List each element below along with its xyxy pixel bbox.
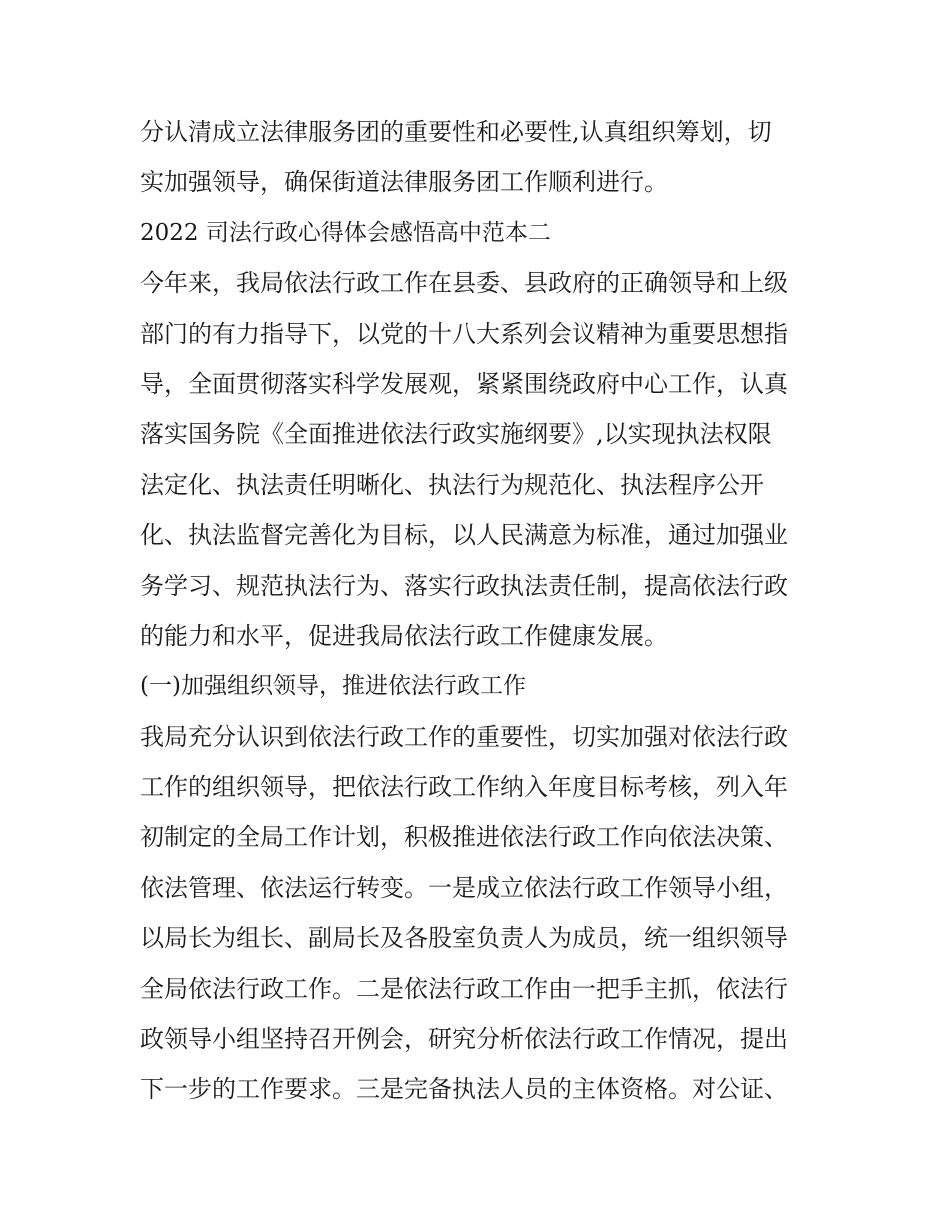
- body-line-1: 分认清成立法律服务团的重要性和必要性,认真组织筹划，切: [140, 118, 772, 146]
- body-line-18: 全局依法行政工作。二是依法行政工作由一把手主抓，依法行: [140, 974, 788, 1003]
- body-line-20: 下一步的工作要求。三是完备执法人员的主体资格。对公证、: [140, 1075, 788, 1104]
- body-line-2: 实加强领导，确保街道法律服务团工作顺利进行。: [140, 168, 668, 197]
- section-title: 2022 司法行政心得体会感悟高中范本二: [140, 219, 551, 246]
- body-line-7: 落实国务院《全面推进依法行政实施纲要》,以实现执法权限: [140, 420, 772, 449]
- body-line-13: 我局充分认识到依法行政工作的重要性，切实加强对依法行政: [140, 722, 788, 751]
- body-line-11: 的能力和水平，促进我局依法行政工作健康发展。: [140, 621, 668, 650]
- body-line-5: 部门的有力指导下，以党的十八大系列会议精神为重要思想指: [140, 319, 788, 348]
- body-line-9: 化、执法监督完善化为目标，以人民满意为标准，通过加强业: [140, 521, 788, 550]
- body-line-15: 初制定的全局工作计划，积极推进依法行政工作向依法决策、: [140, 823, 788, 852]
- body-line-10: 务学习、规范执法行为、落实行政执法责任制，提高依法行政: [140, 571, 788, 600]
- document-body: [140, 107, 820, 1115]
- body-line-19: 政领导小组坚持召开例会，研究分析依法行政工作情况，提出: [140, 1025, 788, 1054]
- body-line-4: 今年来，我局依法行政工作在县委、县政府的正确领导和上级: [140, 269, 788, 298]
- body-line-16: 依法管理、依法运行转变。一是成立依法行政工作领导小组，: [140, 873, 788, 902]
- body-line-17: 以局长为组长、副局长及各股室负责人为成员，统一组织领导: [140, 924, 788, 953]
- subsection-heading: (一)加强组织领导，推进依法行政工作: [140, 673, 526, 700]
- body-line-6: 导，全面贯彻落实科学发展观，紧紧围绕政府中心工作，认真: [140, 369, 788, 398]
- body-line-8: 法定化、执法责任明晰化、执法行为规范化、执法程序公开: [140, 470, 764, 499]
- body-line-14: 工作的组织领导，把依法行政工作纳入年度目标考核，列入年: [140, 773, 788, 802]
